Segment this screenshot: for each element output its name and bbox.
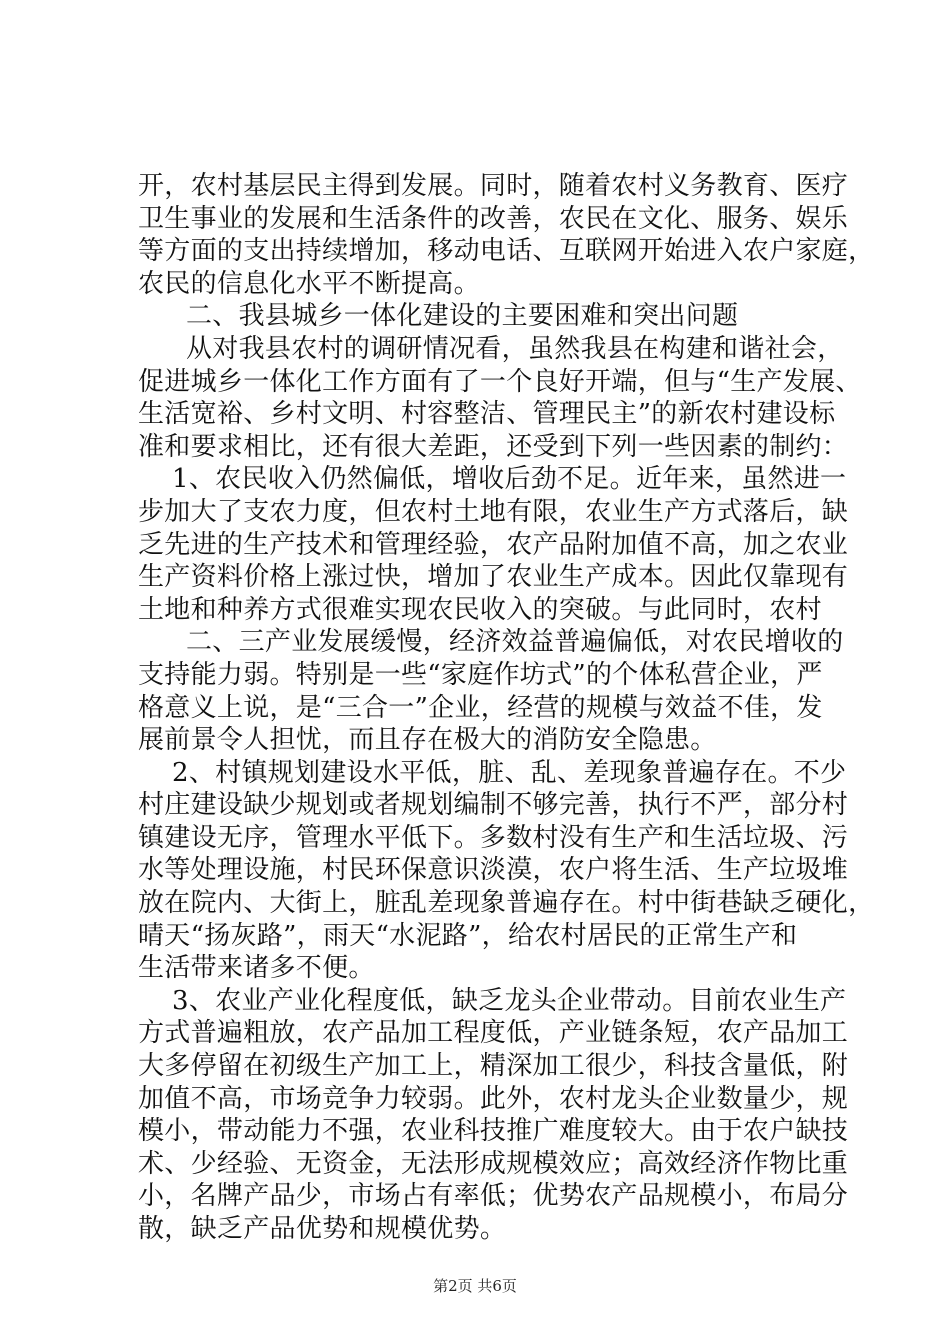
numbered-paragraph-start: 2、村镇规划建设水平低，脏、乱、差现象普遍存在。不少 xyxy=(172,757,847,788)
text-line: 术、少经验、无资金，无法形成规模效应；高效经济作物比重 xyxy=(138,1148,849,1179)
text-line: 方式普遍粗放，农产品加工程度低，产业链条短，农产品加工 xyxy=(138,1018,849,1049)
text-line: 促进城乡一体化工作方面有了一个良好开端，但与“生产发展、 xyxy=(138,366,862,397)
text-line: 支持能力弱。特别是一些“家庭作坊式”的个体私营企业，严 xyxy=(138,659,823,690)
numbered-paragraph-start: 1、农民收入仍然偏低，增收后劲不足。近年来，虽然进一 xyxy=(172,464,847,495)
text-line: 大多停留在初级生产加工上，精深加工很少，科技含量低，附 xyxy=(138,1051,849,1082)
text-line: 模小，带动能力不强，农业科技推广难度较大。由于农户缺技 xyxy=(138,1116,849,1147)
text-line: 格意义上说，是“三合一”企业，经营的规模与效益不佳，发 xyxy=(138,692,823,723)
text-line: 从对我县农村的调研情况看，虽然我县在构建和谐社会， xyxy=(186,333,844,364)
text-line: 生活宽裕、乡村文明、村容整洁、管理民主”的新农村建设标 xyxy=(138,399,836,430)
page-number-footer: 第2页 共6页 xyxy=(433,1277,517,1295)
text-line: 散，缺乏产品优势和规模优势。 xyxy=(138,1214,507,1244)
text-line: 生产资料价格上涨过快，增加了农业生产成本。因此仅靠现有 xyxy=(138,562,849,593)
text-line: 准和要求相比，还有很大差距，还受到下列一些因素的制约： xyxy=(138,431,849,462)
text-line: 加值不高，市场竞争力较弱。此外，农村龙头企业数量少，规 xyxy=(138,1083,849,1114)
text-line: 开，农村基层民主得到发展。同时，随着农村义务教育、医疗 xyxy=(138,171,849,201)
text-line: 土地和种养方式很难实现农民收入的突破。与此同时，农村 xyxy=(138,594,822,625)
document-body xyxy=(138,170,875,1246)
text-line: 镇建设无序，管理水平低下。多数村没有生产和生活垃圾、污 xyxy=(138,822,849,853)
section-heading: 二、我县城乡一体化建设的主要困难和突出问题 xyxy=(186,301,739,332)
text-line: 水等处理设施，村民环保意识淡漠，农户将生活、生产垃圾堆 xyxy=(138,855,849,886)
text-line: 生活带来诸多不便。 xyxy=(138,953,375,984)
text-line: 村庄建设缺少规划或者规划编制不够完善，执行不严，部分村 xyxy=(138,790,849,821)
text-line: 农民的信息化水平不断提高。 xyxy=(138,268,480,299)
text-line: 卫生事业的发展和生活条件的改善，农民在文化、服务、娱乐 xyxy=(138,203,849,234)
text-line: 放在院内、大街上，脏乱差现象普遍存在。村中街巷缺乏硬化， xyxy=(138,888,875,919)
text-line: 展前景令人担忧，而且存在极大的消防安全隐患。 xyxy=(138,725,717,756)
text-line: 晴天“扬灰路”，雨天“水泥路”，给农村居民的正常生产和 xyxy=(138,920,798,951)
text-line: 等方面的支出持续增加，移动电话、互联网开始进入农户家庭， xyxy=(138,236,875,267)
numbered-paragraph-start: 3、农业产业化程度低，缺乏龙头企业带动。目前农业生产 xyxy=(172,985,847,1016)
text-line: 二、三产业发展缓慢，经济效益普遍偏低，对农民增收的 xyxy=(186,627,844,658)
text-line: 小，名牌产品少，市场占有率低；优势农产品规模小，布局分 xyxy=(138,1181,849,1212)
text-line: 步加大了支农力度，但农村土地有限，农业生产方式落后，缺 xyxy=(138,496,849,527)
text-line: 乏先进的生产技术和管理经验，农产品附加值不高，加之农业 xyxy=(138,529,849,560)
